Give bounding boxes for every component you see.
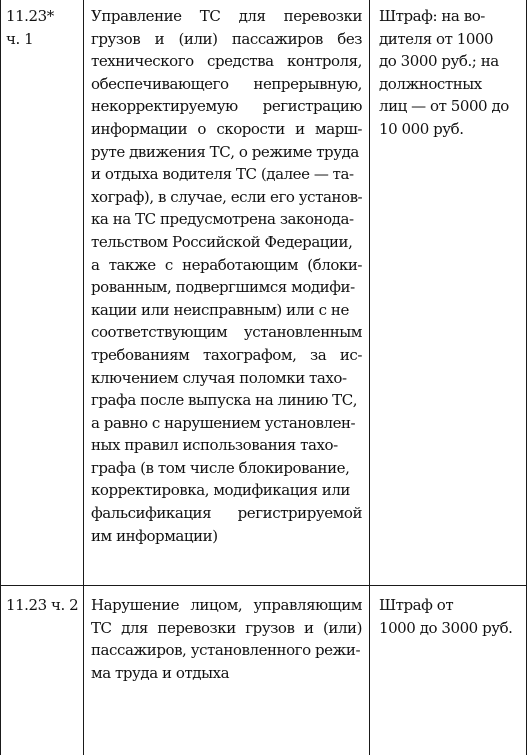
description-line: и отдыха водителя ТС (далее — та- [91, 165, 354, 184]
description-line: рованным, подвергшимся модифи- [91, 278, 355, 297]
penalty-line: лиц — от 5000 до [379, 97, 509, 116]
table-row-divider [0, 585, 527, 586]
penalty-line: Штраф от [379, 596, 454, 614]
description-line: ТС для перевозки грузов и (или) [91, 618, 362, 637]
table-column-divider-1 [83, 0, 84, 755]
row-1-description-cell [91, 5, 362, 547]
table-border-left [0, 0, 1, 755]
description-line: Нарушение лицом, управляющим [91, 596, 362, 614]
description-line: Управление ТС для перевозки [91, 7, 362, 25]
description-line: а также с неработающим (блоки- [91, 255, 362, 274]
penalty-line: 10 000 руб. [379, 119, 464, 138]
penalty-line: дителя от 1000 [379, 29, 494, 48]
description-line: кации или неисправным) или с не [91, 300, 349, 319]
description-line: ка на ТС предусмотрена законода- [91, 210, 354, 229]
penalty-line: Штраф: на во- [379, 7, 485, 25]
description-line: руте движения ТС, о режиме труда [91, 142, 359, 161]
row-1-penalty-cell [379, 5, 509, 141]
description-line: а равно с нарушением установлен- [91, 413, 356, 432]
description-line: корректировка, модификация или [91, 481, 350, 500]
description-line: хограф), в случае, если его установ- [91, 187, 363, 206]
description-line: пассажиров, установленного режи- [91, 641, 361, 660]
article-line: ч. 1 [6, 29, 34, 48]
table-border-right [526, 0, 527, 755]
table-column-divider-2 [369, 0, 370, 755]
description-line: обеспечивающего непрерывную, [91, 74, 362, 93]
row-2-article-cell [6, 594, 78, 617]
row-1-article-cell [6, 5, 54, 50]
description-line: ключением случая поломки тахо- [91, 368, 347, 387]
description-line: соответствующим установленным [91, 323, 362, 342]
penalty-line: должностных [379, 74, 482, 93]
description-line: требованиям тахографом, за ис- [91, 345, 362, 364]
row-2-penalty-cell [379, 594, 513, 639]
description-line: информации о скорости и марш- [91, 119, 362, 138]
penalty-line: 1000 до 3000 руб. [379, 618, 513, 637]
penalty-line: до 3000 руб.; на [379, 52, 499, 71]
row-2-description-cell [91, 594, 362, 684]
description-line: графа после выпуска на линию ТС, [91, 391, 358, 410]
description-line: им информации) [91, 526, 218, 545]
description-line: некорректируемую регистрацию [91, 97, 362, 116]
article-line: 11.23* [6, 7, 54, 25]
description-line: графа (в том числе блокирование, [91, 458, 350, 477]
description-line: тельством Российской Федерации, [91, 232, 353, 251]
description-line: технического средства контроля, [91, 52, 362, 71]
description-line: грузов и (или) пассажиров без [91, 29, 362, 48]
description-line: ма труда и отдыха [91, 663, 230, 682]
article-line: 11.23 ч. 2 [6, 596, 79, 614]
description-line: ных правил использования тахо- [91, 436, 338, 455]
description-line: фальсификация регистрируемой [91, 504, 362, 523]
